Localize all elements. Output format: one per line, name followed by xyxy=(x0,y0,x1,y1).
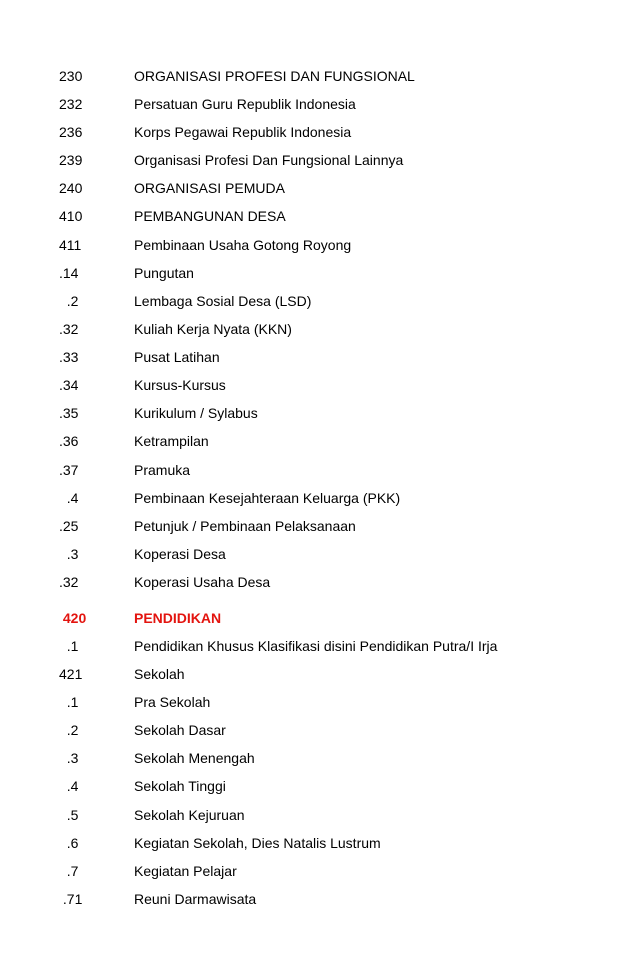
classification-code: .71 xyxy=(59,891,83,907)
classification-code: .4 xyxy=(59,778,79,794)
classification-code: 410 xyxy=(59,208,83,224)
classification-row xyxy=(0,720,638,740)
classification-row xyxy=(0,664,638,684)
classification-title: Ketrampilan xyxy=(134,433,209,449)
classification-row-highlighted xyxy=(0,608,638,628)
classification-code: .35 xyxy=(59,405,79,421)
classification-title: Lembaga Sosial Desa (LSD) xyxy=(134,293,312,309)
classification-row xyxy=(0,805,638,825)
classification-title: Sekolah Dasar xyxy=(134,722,226,738)
classification-title: Pungutan xyxy=(134,265,194,281)
classification-title: Kegiatan Sekolah, Dies Natalis Lustrum xyxy=(134,835,381,851)
classification-title: Kuliah Kerja Nyata (KKN) xyxy=(134,321,292,337)
classification-title: Korps Pegawai Republik Indonesia xyxy=(134,124,352,140)
classification-code: .34 xyxy=(59,377,79,393)
classification-row xyxy=(0,235,638,255)
classification-title: PENDIDIKAN xyxy=(134,610,222,626)
classification-title: Pembinaan Kesejahteraan Keluarga (PKK) xyxy=(134,490,401,506)
classification-title: Sekolah xyxy=(134,666,185,682)
classification-row xyxy=(0,748,638,768)
classification-code: .4 xyxy=(59,490,79,506)
classification-row xyxy=(0,431,638,451)
classification-row xyxy=(0,347,638,367)
classification-title: Kegiatan Pelajar xyxy=(134,863,237,879)
classification-row xyxy=(0,544,638,564)
classification-code: .5 xyxy=(59,807,79,823)
classification-code: .3 xyxy=(59,750,79,766)
classification-code: .2 xyxy=(59,722,79,738)
classification-title: Pusat Latihan xyxy=(134,349,220,365)
classification-code: .3 xyxy=(59,546,79,562)
classification-title: ORGANISASI PROFESI DAN FUNGSIONAL xyxy=(134,68,415,84)
classification-title: Pramuka xyxy=(134,462,191,478)
classification-row xyxy=(0,488,638,508)
classification-title: Pembinaan Usaha Gotong Royong xyxy=(134,237,352,253)
classification-row xyxy=(0,66,638,86)
classification-row xyxy=(0,94,638,114)
classification-code: .32 xyxy=(59,321,79,337)
classification-title: Petunjuk / Pembinaan Pelaksanaan xyxy=(134,518,356,534)
classification-title: Organisasi Profesi Dan Fungsional Lainnya xyxy=(134,152,404,168)
classification-code: .37 xyxy=(59,462,79,478)
classification-row xyxy=(0,178,638,198)
classification-code: 411 xyxy=(59,237,82,253)
classification-title: Persatuan Guru Republik Indonesia xyxy=(134,96,356,112)
classification-title: Pra Sekolah xyxy=(134,694,211,710)
classification-title: Sekolah Tinggi xyxy=(134,778,226,794)
classification-title: Kurikulum / Sylabus xyxy=(134,405,258,421)
classification-row xyxy=(0,206,638,226)
classification-row xyxy=(0,516,638,536)
classification-code: 420 xyxy=(59,610,87,626)
classification-code: .14 xyxy=(59,265,79,281)
classification-row xyxy=(0,291,638,311)
classification-code: .1 xyxy=(59,694,79,710)
classification-row xyxy=(0,636,638,656)
classification-title: Reuni Darmawisata xyxy=(134,891,257,907)
classification-row xyxy=(0,889,638,909)
classification-title: Sekolah Kejuruan xyxy=(134,807,245,823)
classification-row xyxy=(0,122,638,142)
classification-code: .33 xyxy=(59,349,79,365)
classification-title: ORGANISASI PEMUDA xyxy=(134,180,285,196)
classification-row xyxy=(0,375,638,395)
classification-row xyxy=(0,572,638,592)
classification-row xyxy=(0,319,638,339)
classification-row xyxy=(0,833,638,853)
classification-row xyxy=(0,150,638,170)
classification-title: Koperasi Usaha Desa xyxy=(134,574,271,590)
classification-code: 236 xyxy=(59,124,83,140)
classification-row xyxy=(0,460,638,480)
classification-code: 232 xyxy=(59,96,83,112)
classification-code: 240 xyxy=(59,180,83,196)
classification-code: .25 xyxy=(59,518,79,534)
classification-title: Pendidikan Khusus Klasifikasi disini Pendidikan Putra/I Irja xyxy=(134,638,498,654)
classification-code: 230 xyxy=(59,68,83,84)
classification-title: Koperasi Desa xyxy=(134,546,226,562)
classification-row xyxy=(0,263,638,283)
classification-code: .32 xyxy=(59,574,79,590)
classification-row xyxy=(0,776,638,796)
classification-code: .2 xyxy=(59,293,79,309)
classification-code: .36 xyxy=(59,433,79,449)
classification-code: 421 xyxy=(59,666,83,682)
classification-title: PEMBANGUNAN DESA xyxy=(134,208,286,224)
classification-code: .6 xyxy=(59,835,79,851)
classification-code: .1 xyxy=(59,638,79,654)
classification-row xyxy=(0,403,638,423)
classification-code: .7 xyxy=(59,863,79,879)
classification-title: Kursus-Kursus xyxy=(134,377,226,393)
classification-title: Sekolah Menengah xyxy=(134,750,255,766)
classification-row xyxy=(0,861,638,881)
classification-code: 239 xyxy=(59,152,83,168)
classification-row xyxy=(0,692,638,712)
